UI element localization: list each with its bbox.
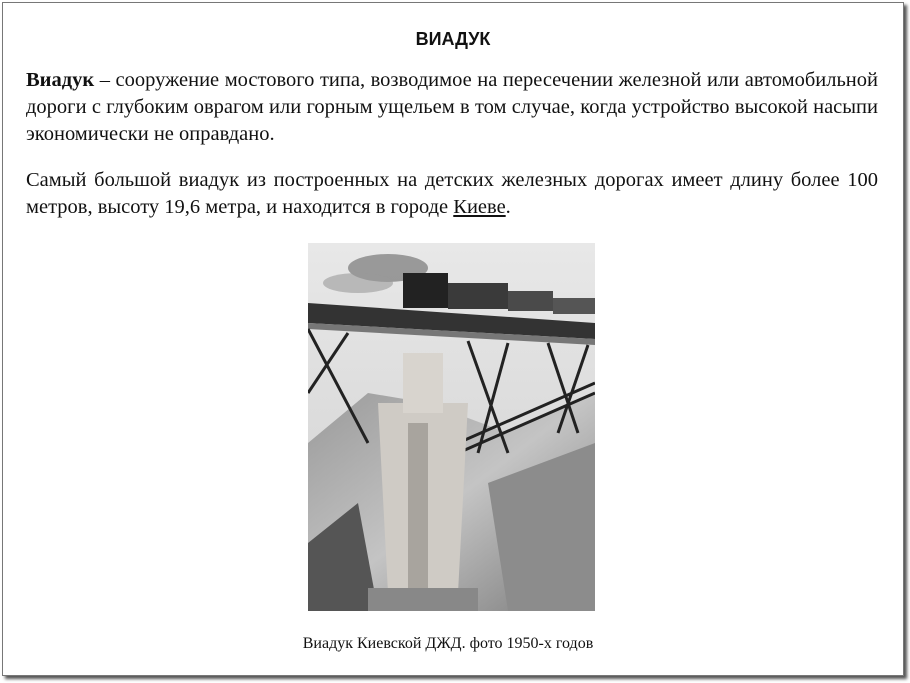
definition-text: сооружение мостового типа, возводимое на пересечении железной или автомобильной дороги с глубоким оврагом или горным ущельем в том случае, когда устройство высокой насыпи экономически не оправдано.	[26, 69, 879, 145]
photo-caption	[3, 635, 903, 653]
definition-paragraph	[26, 67, 878, 148]
fact-text: Самый большой виадук из построенных на детских железных дорогах имеет длину более 100 метров, высоту 19,6 метра, и находится в городе	[26, 169, 878, 218]
dash: –	[94, 69, 116, 91]
viaduct-photo	[308, 243, 595, 611]
period: .	[505, 196, 511, 218]
caption-text: Виадук Киевской ДЖД. фото 1950-х годов	[302, 635, 594, 652]
page-title: ВИАДУК	[415, 29, 491, 49]
document-page	[2, 2, 904, 676]
kiev-link[interactable]: Киеве	[453, 196, 506, 218]
fact-paragraph	[26, 167, 878, 221]
term: Виадук	[26, 69, 95, 91]
